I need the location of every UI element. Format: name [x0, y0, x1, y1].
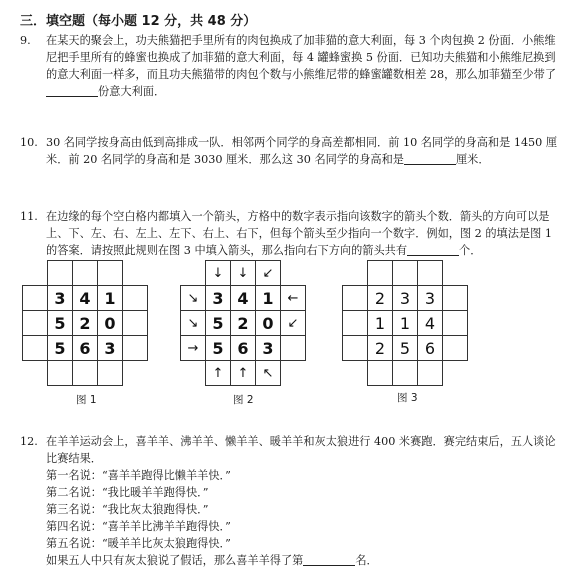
- grid-cell-blank: [98, 261, 123, 286]
- grid-cell-blank[interactable]: [443, 311, 468, 336]
- grid-number: 6: [418, 336, 443, 361]
- grid-number: 1: [256, 286, 281, 311]
- grid-cell-blank: [48, 361, 73, 386]
- question-text-part: 在某天的聚会上，功夫熊猫把手里所有的肉包换成了加菲猫的意大利面，每 3 个肉包换 2 份面．小熊维尼把手里所有的蜂蜜也换成了加菲猫的意大利面，每 4 罐蜂蜜换 5 份面．已知功夫熊猫和小熊维尼换到的意大利面一样多，而且功夫熊猫带的肉包个数与小熊维尼带的蜂蜜罐数相差 28，那么加菲猫至少带了: [46, 34, 557, 81]
- grid-number: 0: [98, 311, 123, 336]
- grid-number: 3: [418, 286, 443, 311]
- question-text: [46, 433, 565, 569]
- question-final-line: [46, 552, 565, 569]
- figure-3-grid: [342, 260, 468, 386]
- arrow-up-icon: ↑: [231, 361, 256, 386]
- grid-number: 0: [256, 311, 281, 336]
- answer-blank[interactable]: [404, 152, 456, 165]
- arrow-up-icon: ↑: [206, 361, 231, 386]
- grid-cell-blank: [123, 336, 148, 361]
- grid-corner: [443, 261, 468, 286]
- statement-item: 第四名说：“喜羊羊比沸羊羊跑得快．”: [46, 520, 231, 533]
- figure-1-label: 图 1: [76, 394, 97, 406]
- grid-cell-blank: [23, 336, 48, 361]
- grid-corner: [181, 261, 206, 286]
- question-text: [46, 208, 565, 259]
- figure-2-label: 图 2: [233, 394, 254, 406]
- grid-cell-blank[interactable]: [443, 336, 468, 361]
- question-12: [20, 433, 565, 569]
- grid-cell-blank: [48, 261, 73, 286]
- question-10: [20, 134, 565, 168]
- grid-cell-blank[interactable]: [443, 286, 468, 311]
- grid-number: 2: [368, 286, 393, 311]
- grid-corner: [23, 261, 48, 286]
- grid-number: 4: [418, 311, 443, 336]
- grid-cell-blank: [23, 286, 48, 311]
- grid-cell-blank: [281, 336, 306, 361]
- answer-blank[interactable]: [46, 84, 98, 97]
- grid-number: 3: [48, 286, 73, 311]
- grid-cell-blank[interactable]: [368, 361, 393, 386]
- grid-cell-blank[interactable]: [343, 286, 368, 311]
- question-text-part: 名．: [355, 554, 378, 567]
- figure-2-grid: [180, 260, 306, 386]
- section-title: 三．填空题（每小题 12 分，共 48 分）: [20, 14, 257, 29]
- question-text-part: 在羊羊运动会上，喜羊羊、沸羊羊、懒羊羊、暖羊羊和灰太狼进行 400 米赛跑．赛完结束后，五人谈论比赛结果．: [46, 435, 556, 465]
- grid-cell-blank: [73, 361, 98, 386]
- statement-item: 第五名说：“暖羊羊比灰太狼跑得快．”: [46, 537, 231, 550]
- grid-number: 3: [393, 286, 418, 311]
- grid-cell-blank[interactable]: [343, 311, 368, 336]
- arrow-down-right-icon: ↘: [181, 311, 206, 336]
- statement-item: 第二名说：“我比暖羊羊跑得快．”: [46, 486, 209, 499]
- arrow-left-icon: ←: [281, 286, 306, 311]
- grid-number: 2: [368, 336, 393, 361]
- grid-cell-blank[interactable]: [393, 261, 418, 286]
- question-text: [46, 32, 565, 100]
- arrow-down-icon: ↓: [206, 261, 231, 286]
- grid-cell-blank: [73, 261, 98, 286]
- grid-number: 5: [48, 336, 73, 361]
- grid-cell-blank[interactable]: [368, 261, 393, 286]
- grid-number: 1: [98, 286, 123, 311]
- answer-blank[interactable]: [303, 553, 355, 566]
- question-9: [20, 32, 565, 100]
- question-number: 9.: [20, 34, 31, 47]
- arrow-right-icon: →: [181, 336, 206, 361]
- grid-number: 2: [231, 311, 256, 336]
- statement-item: 第一名说：“喜羊羊跑得比懒羊羊快．”: [46, 469, 231, 482]
- grid-number: 3: [206, 286, 231, 311]
- grid-corner: [281, 261, 306, 286]
- grid-number: 6: [73, 336, 98, 361]
- grid-cell-blank[interactable]: [343, 336, 368, 361]
- grid-number: 2: [73, 311, 98, 336]
- grid-cell-blank: [123, 311, 148, 336]
- arrow-down-icon: ↓: [231, 261, 256, 286]
- grid-cell-blank[interactable]: [393, 361, 418, 386]
- grid-number: 4: [73, 286, 98, 311]
- statement-item: 第三名说：“我比灰太狼跑得快．”: [46, 503, 209, 516]
- statement-list: [46, 467, 565, 552]
- grid-number: 5: [206, 336, 231, 361]
- question-text-part: 个．: [459, 244, 482, 257]
- grid-corner: [343, 261, 368, 286]
- arrow-down-left-icon: ↙: [256, 261, 281, 286]
- grid-corner: [123, 361, 148, 386]
- question-11: [20, 208, 565, 259]
- grid-corner: [123, 261, 148, 286]
- arrow-up-left-icon: ↖: [256, 361, 281, 386]
- question-text-part: 30 名同学按身高由低到高排成一队．相邻两个同学的身高差都相同．前 10 名同学的身高和是 1450 厘米．前 20 名同学的身高和是 3030 厘米．那么这 30 名同学的身高和是: [46, 136, 558, 166]
- question-number: 12.: [20, 435, 38, 448]
- question-text-part: 在边缘的每个空白格内都填入一个箭头，方格中的数字表示指向该数字的箭头个数．箭头的方向可以是上、下、左、右、左上、左下、右上、右下，但每个箭头至少指向一个数字．例如，图 2 的填法是图 1 的答案．请按照此规则在图 3 中填入箭头，那么指向右下方向的箭头共有: [46, 210, 552, 257]
- grid-number: 6: [231, 336, 256, 361]
- figure-3-label: 图 3: [397, 392, 418, 404]
- grid-number: 1: [368, 311, 393, 336]
- grid-cell-blank: [123, 286, 148, 311]
- grid-number: 5: [393, 336, 418, 361]
- grid-corner: [281, 361, 306, 386]
- grid-number: 1: [393, 311, 418, 336]
- grid-corner: [343, 361, 368, 386]
- grid-number: 3: [98, 336, 123, 361]
- grid-number: 4: [231, 286, 256, 311]
- answer-blank[interactable]: [407, 243, 459, 256]
- grid-cell-blank: [23, 311, 48, 336]
- grid-corner: [443, 361, 468, 386]
- figure-1-grid: [22, 260, 148, 386]
- question-text: [46, 134, 565, 168]
- grid-cell-blank: [98, 361, 123, 386]
- grid-cell-blank[interactable]: [418, 261, 443, 286]
- question-text-part: 厘米．: [455, 153, 490, 166]
- question-text-part: 份意大利面．: [98, 85, 166, 98]
- grid-corner: [181, 361, 206, 386]
- grid-number: 5: [206, 311, 231, 336]
- grid-cell-blank[interactable]: [418, 361, 443, 386]
- question-number: 11.: [20, 210, 38, 223]
- grid-number: 5: [48, 311, 73, 336]
- question-text-part: 如果五人中只有灰太狼说了假话，那么喜羊羊得了第: [46, 554, 304, 567]
- grid-corner: [23, 361, 48, 386]
- arrow-down-right-icon: ↘: [181, 286, 206, 311]
- arrow-down-left-icon: ↙: [281, 311, 306, 336]
- grid-number: 3: [256, 336, 281, 361]
- question-number: 10.: [20, 136, 38, 149]
